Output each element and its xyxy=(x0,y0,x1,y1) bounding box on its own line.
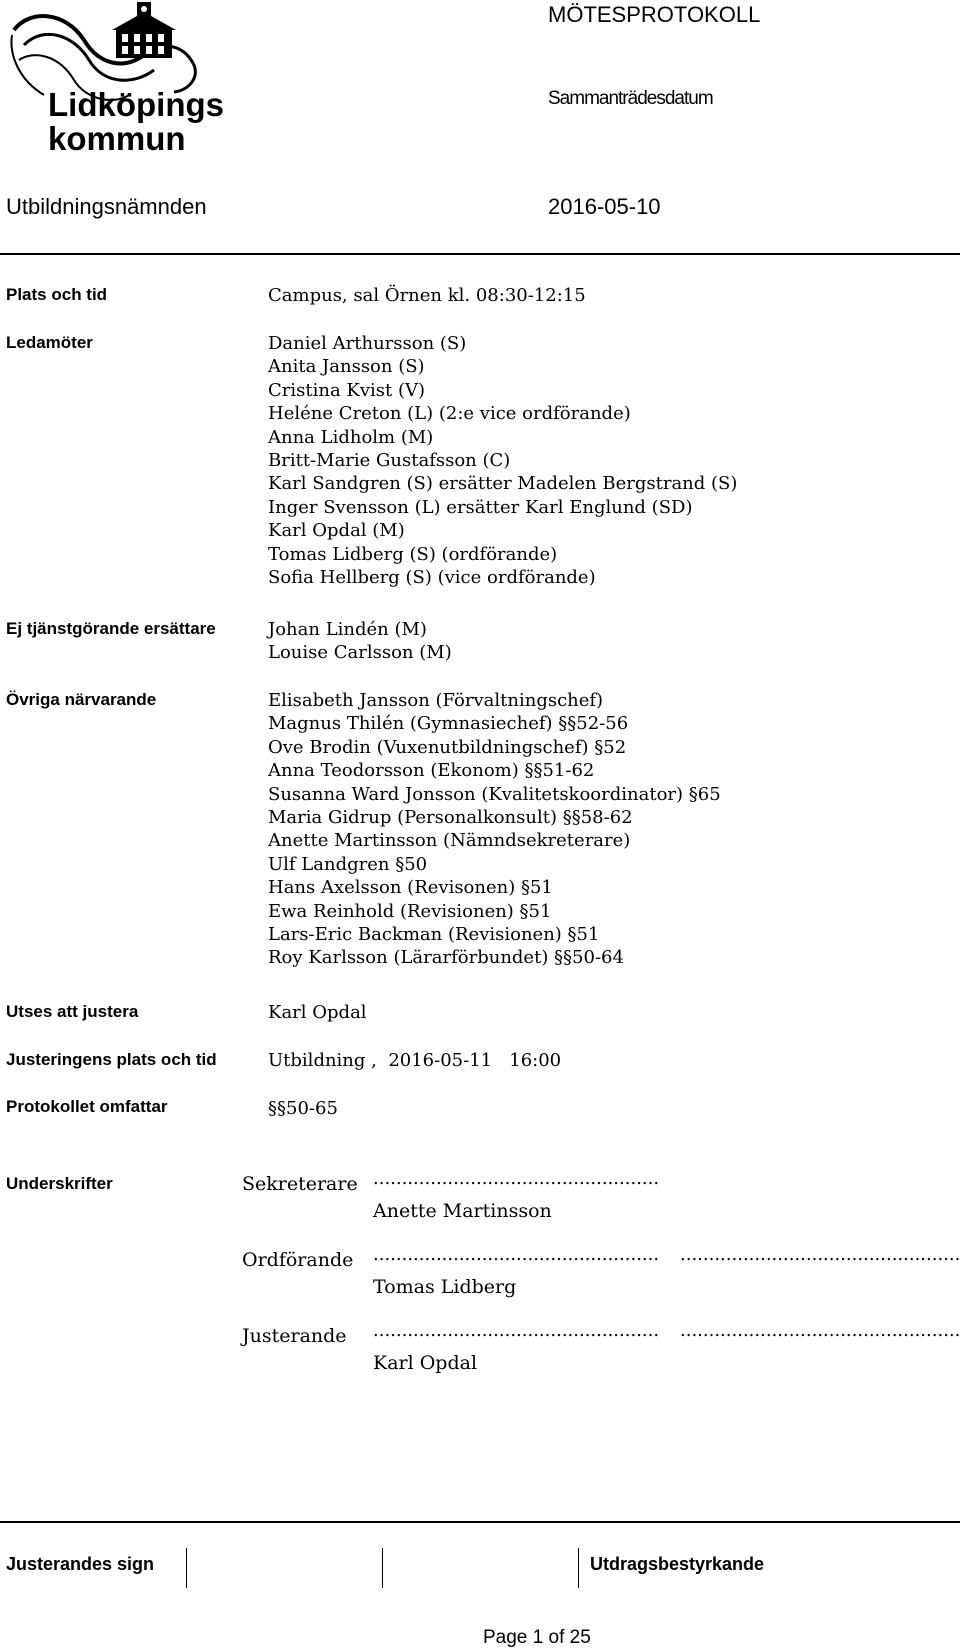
date-label: Sammanträdesdatum xyxy=(548,88,713,109)
list-item: Susanna Ward Jonsson (Kvalitetskoordinator) §65 xyxy=(268,783,721,805)
signatures-label: Underskrifter xyxy=(6,1174,113,1193)
footer-separator xyxy=(578,1548,579,1588)
justera-value: Karl Opdal xyxy=(268,1002,367,1023)
justeringens-label: Justeringens plats och tid xyxy=(6,1050,217,1069)
list-item: Louise Carlsson (M) xyxy=(268,642,452,664)
list-item: Inger Svensson (L) ersätter Karl Englund (SD) xyxy=(268,496,693,518)
omfattar-value: §§50-65 xyxy=(268,1098,338,1119)
justerandes-sign: Justerandes sign xyxy=(6,1554,155,1574)
meeting-date: 2016-05-10 xyxy=(548,194,661,219)
list-item: Johan Lindén (M) xyxy=(268,619,427,640)
list-item: Cristina Kvist (V) xyxy=(268,379,426,401)
signature-name: Tomas Lidberg xyxy=(373,1276,517,1298)
logo-text-line2: kommun xyxy=(48,120,186,157)
page-number: Page 1 of 25 xyxy=(483,1627,591,1648)
committee-name: Utbildningsnämnden xyxy=(6,194,207,219)
footer-separator xyxy=(186,1548,187,1588)
signature-line: ................................................. xyxy=(680,1320,960,1341)
list-item: Ewa Reinhold (Revisionen) §51 xyxy=(268,900,552,922)
list-item: Maria Gidrup (Personalkonsult) §§58-62 xyxy=(268,807,633,829)
list-item: Roy Karlsson (Lärarförbundet) §§50-64 xyxy=(268,947,624,969)
list-item: Ove Brodin (Vuxenutbildningschef) §52 xyxy=(268,736,627,758)
signature-line: .................................................. xyxy=(373,1244,660,1265)
header-divider xyxy=(0,253,960,255)
list-item: Karl Sandgren (S) ersätter Madelen Bergstrand (S) xyxy=(268,473,738,495)
ovriga-label: Övriga närvarande xyxy=(6,690,157,709)
ersattare-list xyxy=(268,618,452,665)
signature-name: Anette Martinsson xyxy=(373,1200,552,1222)
signature-line: .................................................. xyxy=(373,1320,660,1341)
list-item: Magnus Thilén (Gymnasiechef) §§52-56 xyxy=(268,713,629,735)
utdragsbestyrkande: Utdragsbestyrkande xyxy=(590,1554,765,1574)
list-item: Elisabeth Jansson (Förvaltningschef) xyxy=(268,690,604,711)
list-item: Daniel Arthursson (S) xyxy=(268,333,467,354)
signature-role-ordforande: Ordförande xyxy=(242,1249,354,1271)
list-item: Britt-Marie Gustafsson (C) xyxy=(268,450,511,472)
list-item: Sofia Hellberg (S) (vice ordförande) xyxy=(268,567,596,589)
ledamoter-list xyxy=(268,332,737,589)
list-item: Anita Jansson (S) xyxy=(268,356,425,378)
signature-role-justerande: Justerande xyxy=(242,1325,347,1347)
logo-text-line1: Lidköpings xyxy=(48,86,224,123)
list-item: Tomas Lidberg (S) (ordförande) xyxy=(268,543,558,565)
omfattar-label: Protokollet omfattar xyxy=(6,1097,168,1116)
list-item: Anna Teodorsson (Ekonom) §§51-62 xyxy=(268,760,595,782)
municipality-logo xyxy=(4,0,224,160)
signature-line: .................................................. xyxy=(373,1168,660,1189)
footer-divider xyxy=(0,1521,960,1523)
ledamoter-label: Ledamöter xyxy=(6,333,93,352)
list-item: Karl Opdal (M) xyxy=(268,520,405,542)
plats-value: Campus, sal Örnen kl. 08:30-12:15 xyxy=(268,285,586,306)
list-item: Anna Lidholm (M) xyxy=(268,426,434,448)
justeringens-value: Utbildning , 2016-05-11 16:00 xyxy=(268,1050,562,1071)
justera-label: Utses att justera xyxy=(6,1002,139,1021)
signature-line: ................................................. xyxy=(680,1244,960,1265)
plats-label: Plats och tid xyxy=(6,285,108,304)
list-item: Ulf Landgren §50 xyxy=(268,853,428,875)
ovriga-list xyxy=(268,689,721,970)
list-item: Hans Axelsson (Revisonen) §51 xyxy=(268,877,553,899)
signature-role-sekreterare: Sekreterare xyxy=(242,1173,358,1195)
signature-name: Karl Opdal xyxy=(373,1352,478,1374)
document-type: MÖTESPROTOKOLL xyxy=(548,2,761,27)
list-item: Anette Martinsson (Nämndsekreterare) xyxy=(268,830,631,852)
ersattare-label: Ej tjänstgörande ersättare xyxy=(6,619,216,638)
footer-separator xyxy=(382,1548,383,1588)
list-item: Lars-Eric Backman (Revisionen) §51 xyxy=(268,924,600,946)
list-item: Heléne Creton (L) (2:e vice ordförande) xyxy=(268,403,631,425)
